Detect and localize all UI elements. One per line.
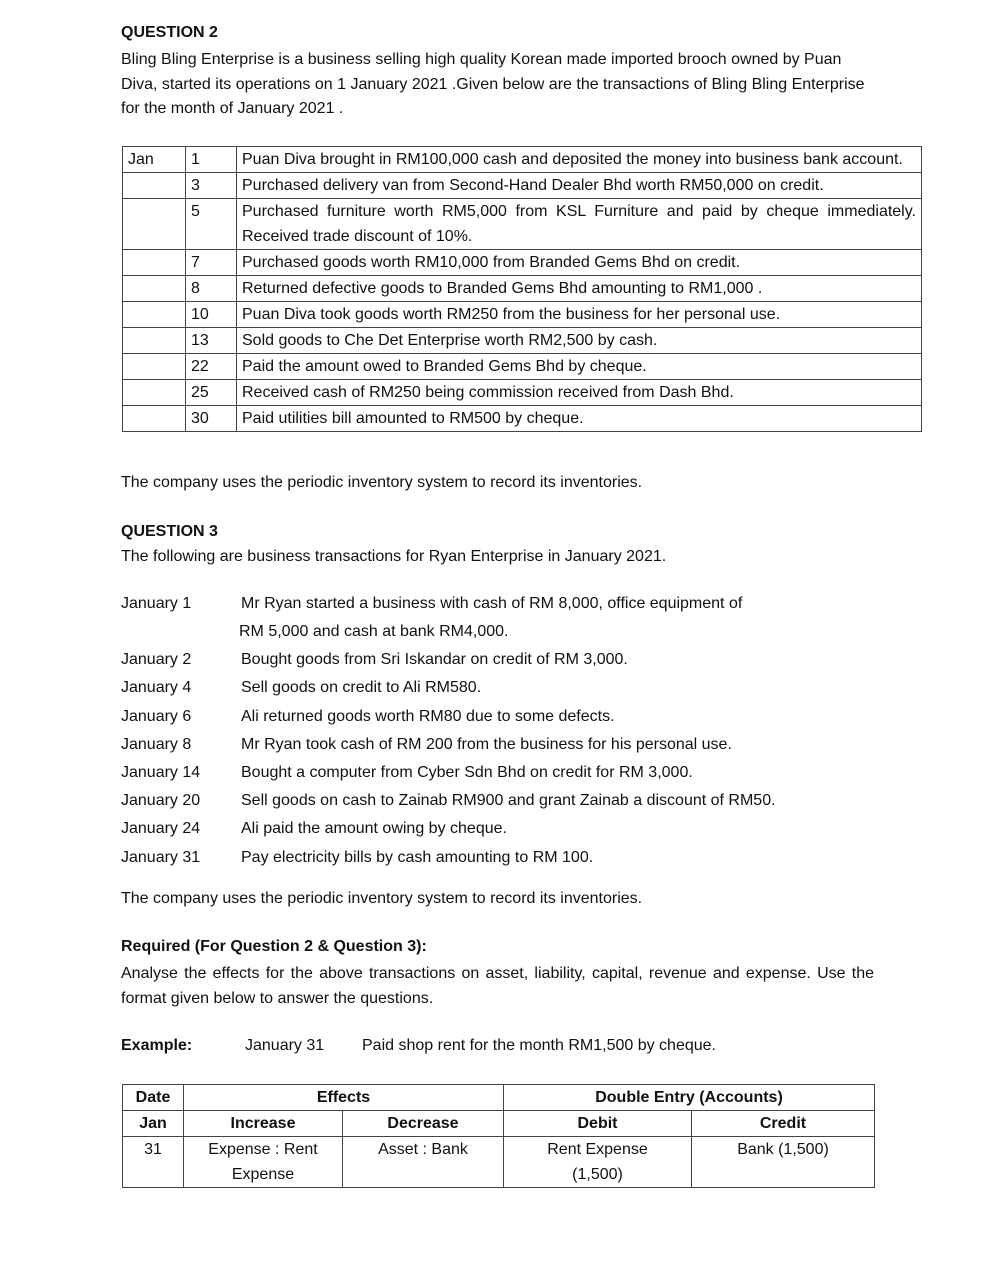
transaction-text-continued: RM 5,000 and cash at bank RM4,000.	[239, 623, 509, 640]
month-cell	[123, 276, 186, 302]
transaction-date: January 14	[121, 764, 201, 781]
day-cell: 3	[186, 173, 237, 199]
month-cell: Jan	[123, 147, 186, 173]
month-cell: Jan	[123, 1111, 184, 1137]
debit-cell: Rent Expense (1,500)	[504, 1137, 692, 1188]
transaction-date: January 8	[121, 735, 192, 753]
description-cell: Paid the amount owed to Branded Gems Bhd by cheque.	[237, 354, 922, 380]
transaction-date: January 1	[121, 595, 192, 612]
transaction-text: Mr Ryan took cash of RM 200 from the business for his personal use.	[241, 735, 732, 753]
header-increase: Increase	[184, 1111, 343, 1137]
increase-cell: Expense : Rent Expense	[184, 1137, 343, 1188]
transaction-row	[123, 328, 922, 354]
month-cell	[123, 199, 186, 250]
example-text: Paid shop rent for the month RM1,500 by cheque.	[362, 1037, 716, 1054]
required-text: Analyse the effects for the above transactions on asset, liability, capital, revenue and expense. Use the format given below to answer the questions.	[121, 965, 874, 1007]
transaction-row	[123, 276, 922, 302]
transaction-date: January 31	[121, 848, 201, 866]
transaction-row	[123, 380, 922, 406]
month-cell	[123, 380, 186, 406]
transaction-date: January 2	[121, 651, 192, 669]
day-cell: 31	[123, 1137, 184, 1188]
day-cell: 30	[186, 406, 237, 432]
transaction-text: Ali paid the amount owing by cheque.	[241, 820, 507, 838]
transaction-row	[123, 406, 922, 432]
header-credit: Credit	[692, 1111, 875, 1137]
description-cell: Sold goods to Che Det Enterprise worth RM2,500 by cash.	[237, 328, 922, 354]
transaction-date: January 24	[121, 820, 201, 838]
transaction-text: Mr Ryan started a business with cash of RM 8,000, office equipment of	[241, 595, 743, 612]
transaction-row	[123, 147, 922, 173]
day-cell: 22	[186, 354, 237, 380]
q3-note: The company uses the periodic inventory system to record its inventories.	[121, 890, 643, 907]
header-decrease: Decrease	[343, 1111, 504, 1137]
day-cell: 13	[186, 328, 237, 354]
transaction-text: Sell goods on credit to Ali RM580.	[241, 679, 482, 697]
day-cell: 8	[186, 276, 237, 302]
transaction-row	[123, 173, 922, 199]
required-title: Required (For Question 2 & Question 3):	[121, 938, 427, 955]
transaction-row	[123, 354, 922, 380]
transaction-text: Ali returned goods worth RM80 due to some defects.	[241, 707, 615, 725]
q2-transactions-table	[122, 146, 922, 432]
description-cell: Puan Diva brought in RM100,000 cash and deposited the money into business bank account.	[237, 147, 922, 173]
example-label: Example:	[121, 1037, 193, 1054]
month-cell	[123, 250, 186, 276]
q2-title: QUESTION 2	[121, 24, 218, 41]
example-table	[122, 1084, 875, 1188]
day-cell: 10	[186, 302, 237, 328]
q2-intro: Bling Bling Enterprise is a business selling high quality Korean made imported brooch owned by Puan Diva, started its operations on 1 January 2021 .Given below are the transactions of Bling Bling Enterprise for the month of January 2021 .	[121, 51, 865, 117]
description-cell: Purchased furniture worth RM5,000 from KSL Furniture and paid by cheque immediately. Received trade discount of 10%.	[237, 199, 922, 250]
month-cell	[123, 302, 186, 328]
transaction-row	[123, 302, 922, 328]
month-cell	[123, 406, 186, 432]
q3-title: QUESTION 3	[121, 523, 218, 540]
transaction-text: Sell goods on cash to Zainab RM900 and grant Zainab a discount of RM50.	[241, 792, 776, 810]
transaction-date: January 20	[121, 792, 201, 810]
header-debit: Debit	[504, 1111, 692, 1137]
transaction-row	[123, 199, 922, 250]
description-cell: Purchased goods worth RM10,000 from Branded Gems Bhd on credit.	[237, 250, 922, 276]
day-cell: 7	[186, 250, 237, 276]
description-cell: Received cash of RM250 being commission received from Dash Bhd.	[237, 380, 922, 406]
transaction-row	[123, 250, 922, 276]
description-cell: Puan Diva took goods worth RM250 from the business for her personal use.	[237, 302, 922, 328]
description-cell: Paid utilities bill amounted to RM500 by cheque.	[237, 406, 922, 432]
day-cell: 25	[186, 380, 237, 406]
example-date: January 31	[245, 1037, 325, 1054]
description-cell: Purchased delivery van from Second-Hand Dealer Bhd worth RM50,000 on credit.	[237, 173, 922, 199]
decrease-cell: Asset : Bank	[343, 1137, 504, 1188]
month-cell	[123, 173, 186, 199]
transaction-text: Bought goods from Sri Iskandar on credit of RM 3,000.	[241, 651, 628, 669]
transaction-text: Bought a computer from Cyber Sdn Bhd on credit for RM 3,000.	[241, 764, 693, 781]
header-date: Date	[123, 1085, 184, 1111]
header-double-entry: Double Entry (Accounts)	[504, 1085, 875, 1111]
month-cell	[123, 354, 186, 380]
day-cell: 1	[186, 147, 237, 173]
month-cell	[123, 328, 186, 354]
transaction-text: Pay electricity bills by cash amounting to RM 100.	[241, 848, 594, 866]
credit-cell: Bank (1,500)	[692, 1137, 875, 1188]
q2-note: The company uses the periodic inventory system to record its inventories.	[121, 474, 643, 491]
q3-intro: The following are business transactions for Ryan Enterprise in January 2021.	[121, 548, 667, 565]
day-cell: 5	[186, 199, 237, 250]
transaction-date: January 4	[121, 679, 192, 697]
transaction-date: January 6	[121, 707, 192, 725]
description-cell: Returned defective goods to Branded Gems Bhd amounting to RM1,000 .	[237, 276, 922, 302]
header-effects: Effects	[184, 1085, 504, 1111]
